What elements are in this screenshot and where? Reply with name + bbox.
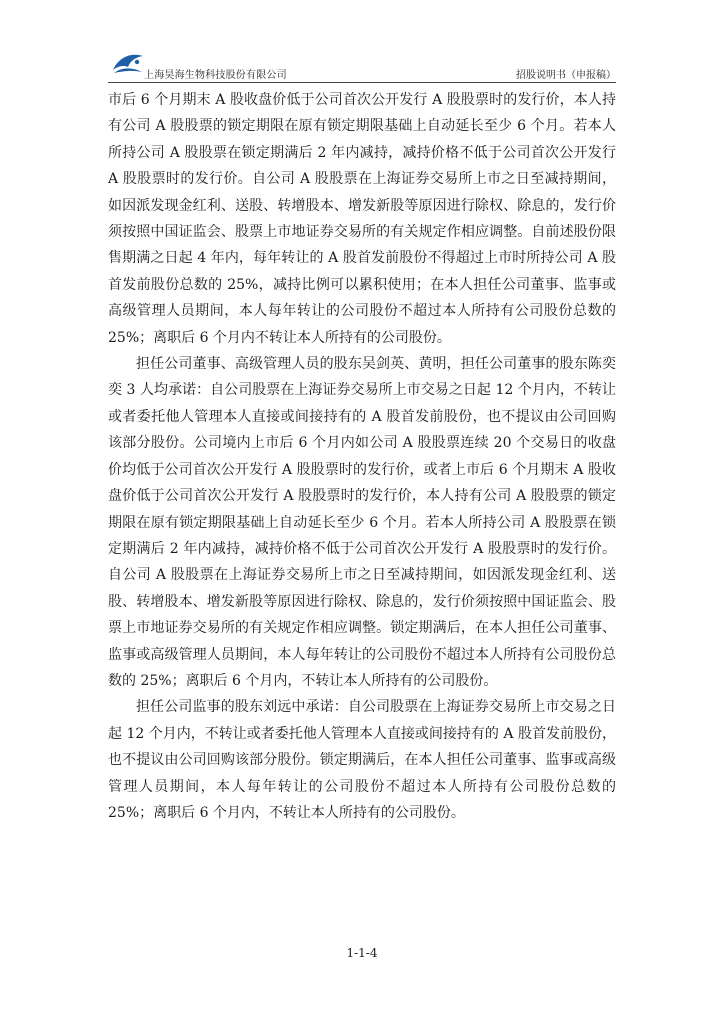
page-number: 1-1-4 xyxy=(346,946,378,960)
document-title: 招股说明书（申报稿） xyxy=(516,70,616,81)
paragraph-continued: 市后 6 个月期末 A 股收盘价低于公司首次公开发行 A 股股票时的发行价，本人持有公司 A 股股票的锁定期限在原有锁定期限基础上自动延长至少 6 个月。若本人所持公司 A 股股票在锁定期满后 2 年内减持，减持价格不低于公司首次公开发行 A 股股票时的发行价。自公司 A 股股票在上海证券交易所上市之日至减持期间，如因派发现金红利、送股、转增股本、增发新股等原因进行除权、除息的，发行价须按照中国证监会、股票上市地证券交易所的有关规定作相应调整。自前述股份限售期满之日起 4 年内，每年转让的 A 股首发前股份不得超过上市时所持公司 A 股首发前股份总数的 25%，减持比例可以累积使用；在本人担任公司董事、监事或高级管理人员期间，本人每年转让的公司股份不超过本人所持有公司股份总数的 25%；离职后 6 个月内不转让本人所持有的公司股份。 xyxy=(108,92,616,346)
paragraph-supervisor-commitment: 担任公司监事的股东刘远中承诺：自公司股票在上海证券交易所上市交易之日起 12 个月内，不转让或者委托他人管理本人直接或间接持有的 A 股首发前股份，也不提议由公司回购该部分股份。锁定期满后，在本人担任公司董事、监事或高级管理人员期间，本人每年转让的公司股份不超过本人所持有公司股份总数的 25%；离职后 6 个月内，不转让本人所持有的公司股份。 xyxy=(108,699,616,821)
company-logo-icon xyxy=(110,48,146,78)
document-body xyxy=(108,87,616,826)
header-divider xyxy=(108,82,616,83)
paragraph-directors-commitment: 担任公司董事、高级管理人员的股东吴剑英、黄明，担任公司董事的股东陈奕奕 3 人均承诺：自公司股票在上海证券交易所上市交易之日起 12 个月内，不转让或者委托他人管理本人直接或间接持有的 A 股首发前股份，也不提议由公司回购该部分股份。公司境内上市后 6 个月内如公司 A 股股票连续 20 个交易日的收盘价均低于公司首次公开发行 A 股股票时的发行价，或者上市后 6 个月期末 A 股收盘价低于公司首次公开发行 A 股股票时的发行价，本人持有公司 A 股股票的锁定期限在原有锁定期限基础上自动延长至少 6 个月。若本人所持公司 A 股股票在锁定期满后 2 年内减持，减持价格不低于公司首次公开发行 A 股股票时的发行价。自公司 A 股股票在上海证券交易所上市之日至减持期间，如因派发现金红利、送股、转增股本、增发新股等原因进行除权、除息的，发行价须按照中国证监会、股票上市地证券交易所的有关规定作相应调整。锁定期满后，在本人担任公司董事、监事或高级管理人员期间，本人每年转让的公司股份不超过本人所持有公司股份总数的 25%；离职后 6 个月内，不转让本人所持有的公司股份。 xyxy=(108,356,616,689)
page-header xyxy=(108,44,616,84)
company-name: 上海昊海生物科技股份有限公司 xyxy=(144,70,287,81)
